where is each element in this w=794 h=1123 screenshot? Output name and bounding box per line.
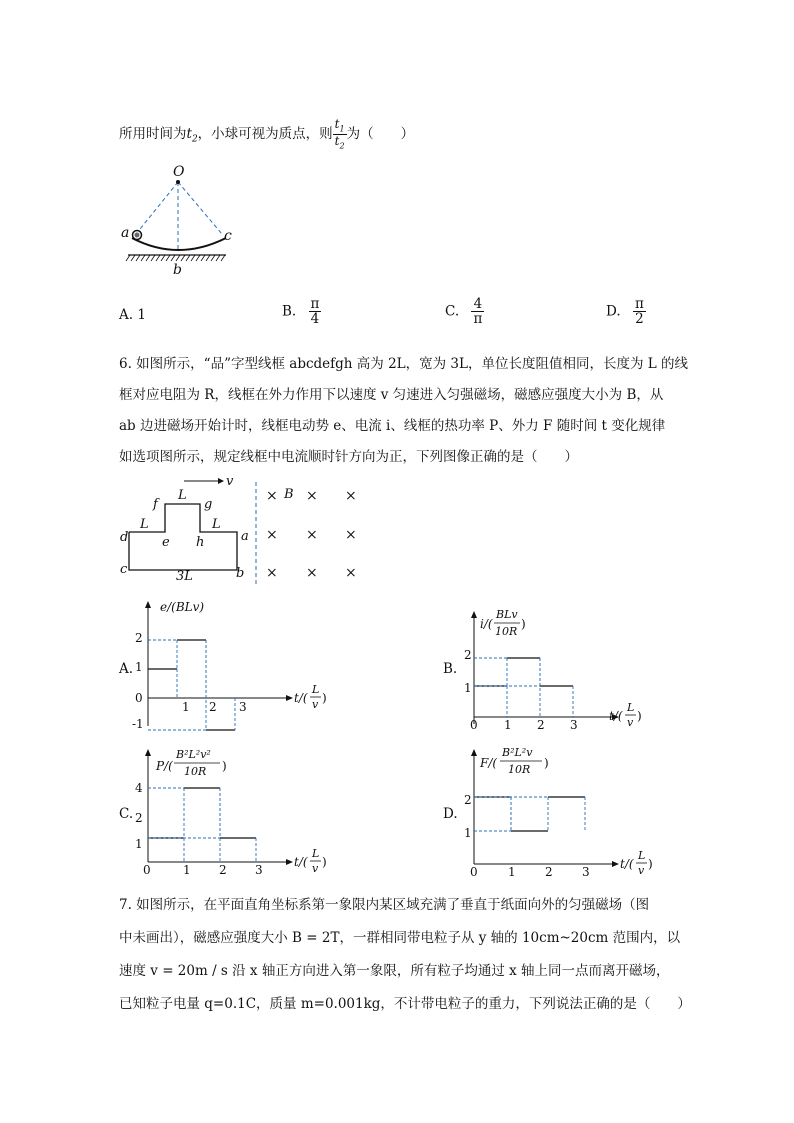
svg-text:1: 1 [508,865,516,879]
q7-stem-line-3: 速度 v = 20m / s 沿 x 轴正方向进入第一象限，所有粒子均通过 x 轴上同一点而离开磁场， [119,963,670,979]
q5-stem-mid: ，小球可视为质点，则 [197,125,333,142]
svg-text:2: 2 [537,718,545,732]
svg-text:): ) [322,855,327,869]
svg-text:×: × [306,488,318,504]
svg-text:t/(: t/( [294,691,308,705]
q5-label-c: c [224,228,232,244]
svg-text:1: 1 [135,660,143,674]
svg-text:a: a [241,529,249,544]
svg-text:L: L [627,701,635,714]
svg-text:B²L²v: B²L²v [502,746,533,759]
q5-label-b: b [173,262,182,278]
q6-frame-figure [118,474,378,584]
svg-text:v: v [226,474,234,489]
svg-text:0: 0 [470,865,478,879]
q6-graph-b[interactable] [464,606,684,736]
svg-text:4: 4 [135,781,143,795]
graph-b-marks [474,658,573,717]
svg-text:×: × [345,488,357,504]
q5-pendulum-figure [118,162,258,278]
svg-text:3L: 3L [176,569,193,584]
svg-text:1: 1 [135,837,143,851]
svg-text:): ) [222,759,227,773]
q5-t2: $t_2$ [186,125,198,145]
svg-text:0: 0 [135,691,143,705]
q6-graph-c[interactable] [135,742,358,877]
q6-option-c-letter[interactable]: C. [119,806,134,822]
svg-text:10R: 10R [508,763,531,776]
q7-stem-line-2: 中未画出），磁感应强度大小 B = 2T，一群相同带电粒子从 y 轴的 10cm~20cm 范围内，以 [119,930,681,946]
svg-text:-1: -1 [132,717,144,731]
q7-stem-line-1: 7. 如图所示，在平面直角坐标系第一象限内某区域充满了垂直于纸面向外的匀强磁场（图 [119,897,650,913]
svg-text:3: 3 [570,718,578,732]
q5-label-O: O [173,164,185,180]
svg-text:2: 2 [219,863,227,877]
q5-option-a[interactable]: A. 1 [119,307,146,323]
svg-text:×: × [345,565,357,581]
q5-stem-prefix: 所用时间为 [119,125,187,142]
svg-text:h: h [196,535,205,550]
svg-text:×: × [266,565,278,581]
q6-stem-line-3: ab 边进磁场开始计时，线框电动势 e、电流 i、线框的热功率 P、外力 F 随时间 t 变化规律 [119,418,666,434]
q6-stem-line-4: 如选项图所示，规定线框中电流顺时针方向为正，下列图像正确的是（ ） [119,449,578,465]
q6-stem-line-1: 6. 如图所示，“品”字型线框 abcdefgh 高为 2L，宽为 3L，单位长度阻值相同，长度为 L 的线 [119,356,689,372]
svg-text:v: v [638,864,645,877]
svg-text:3: 3 [582,865,590,879]
graph-c-marks [148,788,256,862]
svg-text:P/(: P/( [156,759,173,773]
svg-text:×: × [345,527,357,543]
svg-text:×: × [266,488,278,504]
svg-text:v: v [627,716,634,729]
svg-text:v: v [312,698,319,711]
svg-text:×: × [306,527,318,543]
svg-text:e: e [162,535,170,550]
q6-graph-d[interactable] [464,742,684,877]
svg-text:b: b [236,566,245,581]
svg-text:1: 1 [182,700,190,714]
graph-d-marks [474,797,585,831]
svg-text:3: 3 [239,700,247,714]
q6-option-d-letter[interactable]: D. [443,806,458,822]
svg-text:F/(: F/( [480,756,498,770]
svg-text:L: L [140,517,149,532]
svg-text:L: L [212,517,221,532]
svg-text:10R: 10R [184,765,207,778]
svg-text:v: v [312,862,319,875]
svg-text:): ) [648,857,653,871]
q5-option-d[interactable]: D. $\frac{\pi}{2}$ [606,296,644,328]
svg-text:f: f [153,497,158,512]
svg-text:×: × [266,527,278,543]
svg-text:2: 2 [464,648,472,662]
svg-text:L: L [178,488,187,503]
svg-text:0: 0 [143,863,151,877]
svg-text:2: 2 [135,631,143,645]
svg-text:d: d [120,530,129,545]
svg-text:2: 2 [135,811,143,825]
svg-text:): ) [637,709,642,723]
svg-text:1: 1 [183,863,191,877]
svg-text:c: c [120,562,128,577]
q5-option-c[interactable]: C. $\frac{4}{\pi}$ [445,296,483,328]
svg-text:1: 1 [504,718,512,732]
svg-text:B²L²v²: B²L²v² [176,748,211,761]
graph-a-marks [148,640,235,730]
svg-text:1: 1 [464,681,472,695]
q6-option-b-letter[interactable]: B. [443,661,458,677]
q5-stem-suffix: 为（ ） [346,125,415,142]
svg-text:g: g [204,497,213,512]
svg-text:e/(BLv): e/(BLv) [160,600,205,614]
q5-label-a: a [121,225,130,241]
svg-text:t/(: t/( [620,857,634,871]
svg-text:L: L [312,683,320,696]
svg-text:L: L [312,847,320,860]
svg-text:B: B [284,487,294,502]
q6-option-a-letter[interactable]: A. [119,661,134,677]
q6-stem-line-2: 框对应电阻为 R，线框在外力作用下以速度 v 匀速进入匀强磁场，磁感应强度大小为 B，从 [119,387,664,403]
svg-text:0: 0 [470,718,478,732]
q5-option-b[interactable]: B. $\frac{\pi}{4}$ [282,296,320,328]
q7-stem-line-4: 已知粒子电量 q=0.1C，质量 m=0.001kg，不计带电粒子的重力，下列说法正确的是（ ） [119,996,691,1012]
svg-text:2: 2 [545,865,553,879]
svg-text:BLv: BLv [496,608,518,621]
svg-text:): ) [521,617,526,631]
svg-text:1: 1 [464,826,472,840]
svg-text:10R: 10R [495,625,518,638]
svg-text:L: L [638,849,646,862]
svg-text:t/(: t/( [609,709,623,723]
svg-text:2: 2 [464,793,472,807]
svg-text:3: 3 [255,863,263,877]
svg-text:×: × [306,565,318,581]
svg-text:t/(: t/( [294,855,308,869]
q5-ratio-fraction: $\frac{t_1}{t_2}$ [334,117,345,151]
q5-stem-line [119,118,414,151]
svg-text:): ) [322,691,327,705]
svg-text:2: 2 [209,700,217,714]
svg-text:i/(: i/( [480,617,493,631]
q6-graph-a[interactable] [132,598,358,738]
svg-text:): ) [544,756,549,770]
